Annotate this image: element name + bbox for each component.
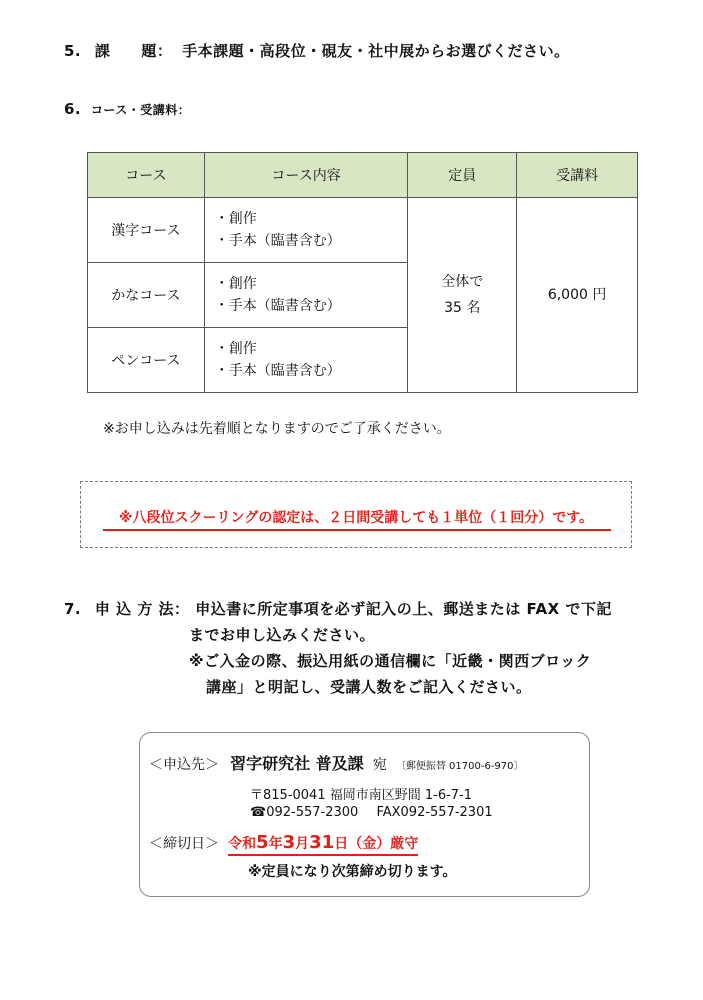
section-7-label: 申 込 方 法： bbox=[94, 600, 190, 618]
contact-row bbox=[250, 805, 493, 820]
deadline-day-unit: 日 bbox=[334, 836, 349, 852]
capacity-note: ※定員になり次第締め切ります。 bbox=[248, 864, 457, 880]
apply-to-label: ＜申込先＞ bbox=[149, 757, 219, 773]
notice-text: ※八段位スクーリングの認定は、２日間受講しても１単位（１回分）です。 bbox=[118, 510, 594, 526]
telephone-icon: ☎ bbox=[250, 805, 267, 820]
fax-number: FAX092-557-2301 bbox=[376, 805, 493, 820]
section-6 bbox=[64, 100, 190, 118]
deadline-label: ＜締切日＞ bbox=[149, 836, 219, 852]
section-7-line2: までお申し込みください。 bbox=[189, 626, 376, 644]
section-7 bbox=[64, 598, 612, 619]
section-7-line1: 申込書に所定事項を必ず記入の上、郵送または FAX で下記 bbox=[195, 600, 612, 618]
deadline-row bbox=[149, 832, 418, 853]
section-6-label: コース・受講料： bbox=[90, 103, 191, 117]
section-7-note2: 講座」と明記し、受講人数をご記入ください。 bbox=[206, 678, 532, 696]
section-5 bbox=[64, 40, 570, 61]
course-item: ・手本（臨書含む） bbox=[214, 363, 341, 379]
table-header-row bbox=[88, 153, 638, 198]
deadline-year-unit: 年 bbox=[268, 836, 283, 852]
capacity-cell bbox=[408, 198, 517, 393]
deadline-month: 3 bbox=[282, 832, 296, 853]
course-name: かなコース bbox=[88, 263, 205, 328]
header-course-content: コース内容 bbox=[204, 153, 408, 198]
course-item: ・創作 bbox=[214, 341, 257, 357]
course-name: 漢字コース bbox=[88, 198, 205, 263]
phone-number: 092-557-2300 bbox=[266, 805, 359, 820]
section-7-number: 7. bbox=[64, 600, 82, 618]
course-table bbox=[87, 152, 638, 393]
capacity-line: 全体で bbox=[441, 274, 484, 290]
deadline-date bbox=[228, 832, 419, 856]
deadline-strict: 厳守 bbox=[390, 836, 419, 852]
section-5-text: 手本課題・高段位・硯友・社中展からお選びください。 bbox=[182, 42, 570, 60]
notice-underline bbox=[103, 529, 611, 531]
deadline-era: 令和 bbox=[228, 836, 257, 852]
address: 〒815-0041 福岡市南区野間 1-6-7-1 bbox=[250, 788, 473, 803]
header-fee: 受講料 bbox=[517, 153, 638, 198]
header-course: コース bbox=[88, 153, 205, 198]
course-content bbox=[204, 263, 408, 328]
section-5-number: 5. bbox=[64, 42, 82, 60]
deadline-weekday: （金） bbox=[348, 836, 391, 852]
course-content bbox=[204, 198, 408, 263]
honorific: 宛 bbox=[372, 757, 387, 773]
section-5-label: 課 題： bbox=[94, 42, 173, 60]
course-item: ・創作 bbox=[214, 276, 257, 292]
first-come-note: ※お申し込みは先着順となりますのでご了承ください。 bbox=[103, 421, 451, 437]
course-item: ・創作 bbox=[214, 211, 257, 227]
course-item: ・手本（臨書含む） bbox=[214, 233, 341, 249]
section-6-number: 6. bbox=[64, 100, 82, 118]
course-item: ・手本（臨書含む） bbox=[214, 298, 341, 314]
deadline-year: 5 bbox=[256, 832, 269, 853]
table-row bbox=[88, 198, 638, 263]
course-name: ペンコース bbox=[88, 328, 205, 393]
fee-cell: 6,000 円 bbox=[517, 198, 638, 393]
capacity-line: 35 名 bbox=[444, 300, 481, 316]
course-content bbox=[204, 328, 408, 393]
header-capacity: 定員 bbox=[408, 153, 517, 198]
postal-transfer: 〔郵便振替 01700-6-970〕 bbox=[395, 761, 524, 772]
organization-name: 習字研究社 普及課 bbox=[230, 754, 364, 773]
application-info-box bbox=[139, 732, 590, 897]
notice-box bbox=[80, 481, 632, 548]
apply-to-row bbox=[149, 751, 524, 774]
deadline-day: 31 bbox=[309, 832, 335, 853]
section-7-note1: ※ご入金の際、振込用紙の通信欄に「近畿・関西ブロック bbox=[189, 652, 592, 670]
deadline-month-unit: 月 bbox=[295, 836, 310, 852]
